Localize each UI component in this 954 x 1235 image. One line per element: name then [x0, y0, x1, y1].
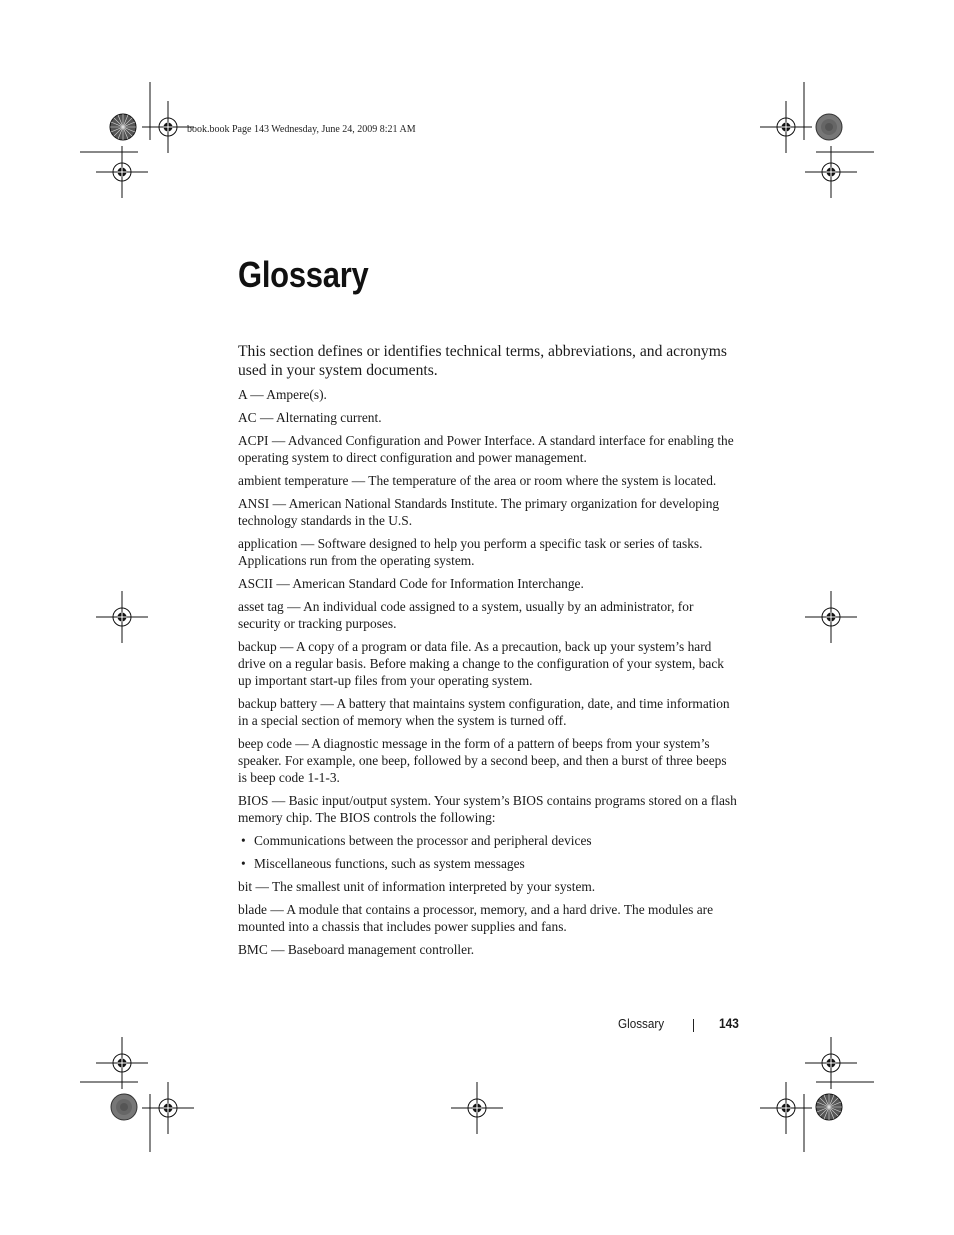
glossary-entry — [238, 735, 738, 786]
glossary-content — [238, 343, 738, 964]
glossary-term: AC — [238, 410, 257, 425]
glossary-entry — [238, 901, 738, 935]
glossary-entry — [238, 432, 738, 466]
glossary-entry — [238, 941, 738, 958]
glossary-definition: — Advanced Configuration and Power Interface. A standard interface for enabling the operating system to direct configuration and power management. — [238, 433, 734, 465]
glossary-term: ACPI — [238, 433, 269, 448]
glossary-entry — [238, 386, 738, 403]
glossary-entry — [238, 535, 738, 569]
glossary-entry — [238, 598, 738, 632]
glossary-definition: — Alternating current. — [256, 410, 382, 425]
glossary-definition: — The temperature of the area or room where the system is located. — [348, 473, 717, 488]
page-number: 143 — [719, 1015, 739, 1031]
glossary-term: BMC — [238, 942, 268, 957]
glossary-entry — [238, 878, 738, 895]
list-item — [238, 855, 738, 872]
glossary-definition: — Software designed to help you perform a specific task or series of tasks. Applications run from the operating system. — [238, 536, 703, 568]
page-title: Glossary — [238, 254, 369, 295]
glossary-entry — [238, 638, 738, 689]
bullet-text: Communications between the processor and peripheral devices — [254, 833, 592, 848]
glossary-term: blade — [238, 902, 267, 917]
glossary-definition: — An individual code assigned to a system, usually by an administrator, for security or tracking purposes. — [238, 599, 694, 631]
bullet-text: Miscellaneous functions, such as system messages — [254, 856, 525, 871]
glossary-entry — [238, 409, 738, 426]
glossary-definition: — A copy of a program or data file. As a precaution, back up your system’s hard drive on a regular basis. Before making a change to the configuration of your system, back up important start-up files from your operating system. — [238, 639, 724, 688]
glossary-term: application — [238, 536, 298, 551]
glossary-term: ambient temperature — [238, 473, 349, 488]
glossary-term: ANSI — [238, 496, 270, 511]
bullet-icon: • — [241, 856, 246, 871]
bios-bullet-list — [238, 832, 738, 872]
glossary-definition: — Basic input/output system. Your system’s BIOS contains programs stored on a flash memory chip. The BIOS controls the following: — [238, 793, 737, 825]
glossary-definition: — The smallest unit of information interpreted by your system. — [252, 879, 596, 894]
glossary-term: backup — [238, 639, 277, 654]
glossary-definition: — Ampere(s). — [246, 387, 327, 402]
glossary-entry — [238, 495, 738, 529]
footer-separator — [693, 1019, 694, 1032]
glossary-definition: — Baseboard management controller. — [267, 942, 475, 957]
glossary-term: BIOS — [238, 793, 269, 808]
glossary-definition: — A diagnostic message in the form of a pattern of beeps from your system’s speaker. For example, one beep, followed by a second beep, and then a burst of three beeps is beep code 1-1-3. — [238, 736, 727, 785]
glossary-entry — [238, 575, 738, 592]
glossary-term: backup battery — [238, 696, 318, 711]
print-slug-line: book.book Page 143 Wednesday, June 24, 2009 8:21 AM — [187, 124, 416, 135]
glossary-definition: — A battery that maintains system configuration, date, and time information in a special section of memory when the system is turned off. — [238, 696, 730, 728]
list-item — [238, 832, 738, 849]
glossary-entries-continued — [238, 878, 738, 958]
glossary-term: beep code — [238, 736, 292, 751]
glossary-definition: — American Standard Code for Information Interchange. — [272, 576, 584, 591]
glossary-term: ASCII — [238, 576, 273, 591]
intro-paragraph: This section defines or identifies technical terms, abbreviations, and acronyms used in your system documents. — [238, 343, 727, 379]
bullet-icon: • — [241, 833, 246, 848]
glossary-entry — [238, 472, 738, 489]
glossary-entry — [238, 695, 738, 729]
glossary-definition: — American National Standards Institute. The primary organization for developing technology standards in the U.S. — [238, 496, 720, 528]
glossary-term: A — [238, 387, 247, 402]
glossary-entries — [238, 386, 738, 826]
glossary-term: bit — [238, 879, 253, 894]
glossary-term: asset tag — [238, 599, 284, 614]
footer-section-label: Glossary — [618, 1016, 665, 1031]
glossary-entry — [238, 792, 738, 826]
glossary-definition: — A module that contains a processor, memory, and a hard drive. The modules are mounted into a chassis that includes power supplies and fans. — [238, 902, 714, 934]
